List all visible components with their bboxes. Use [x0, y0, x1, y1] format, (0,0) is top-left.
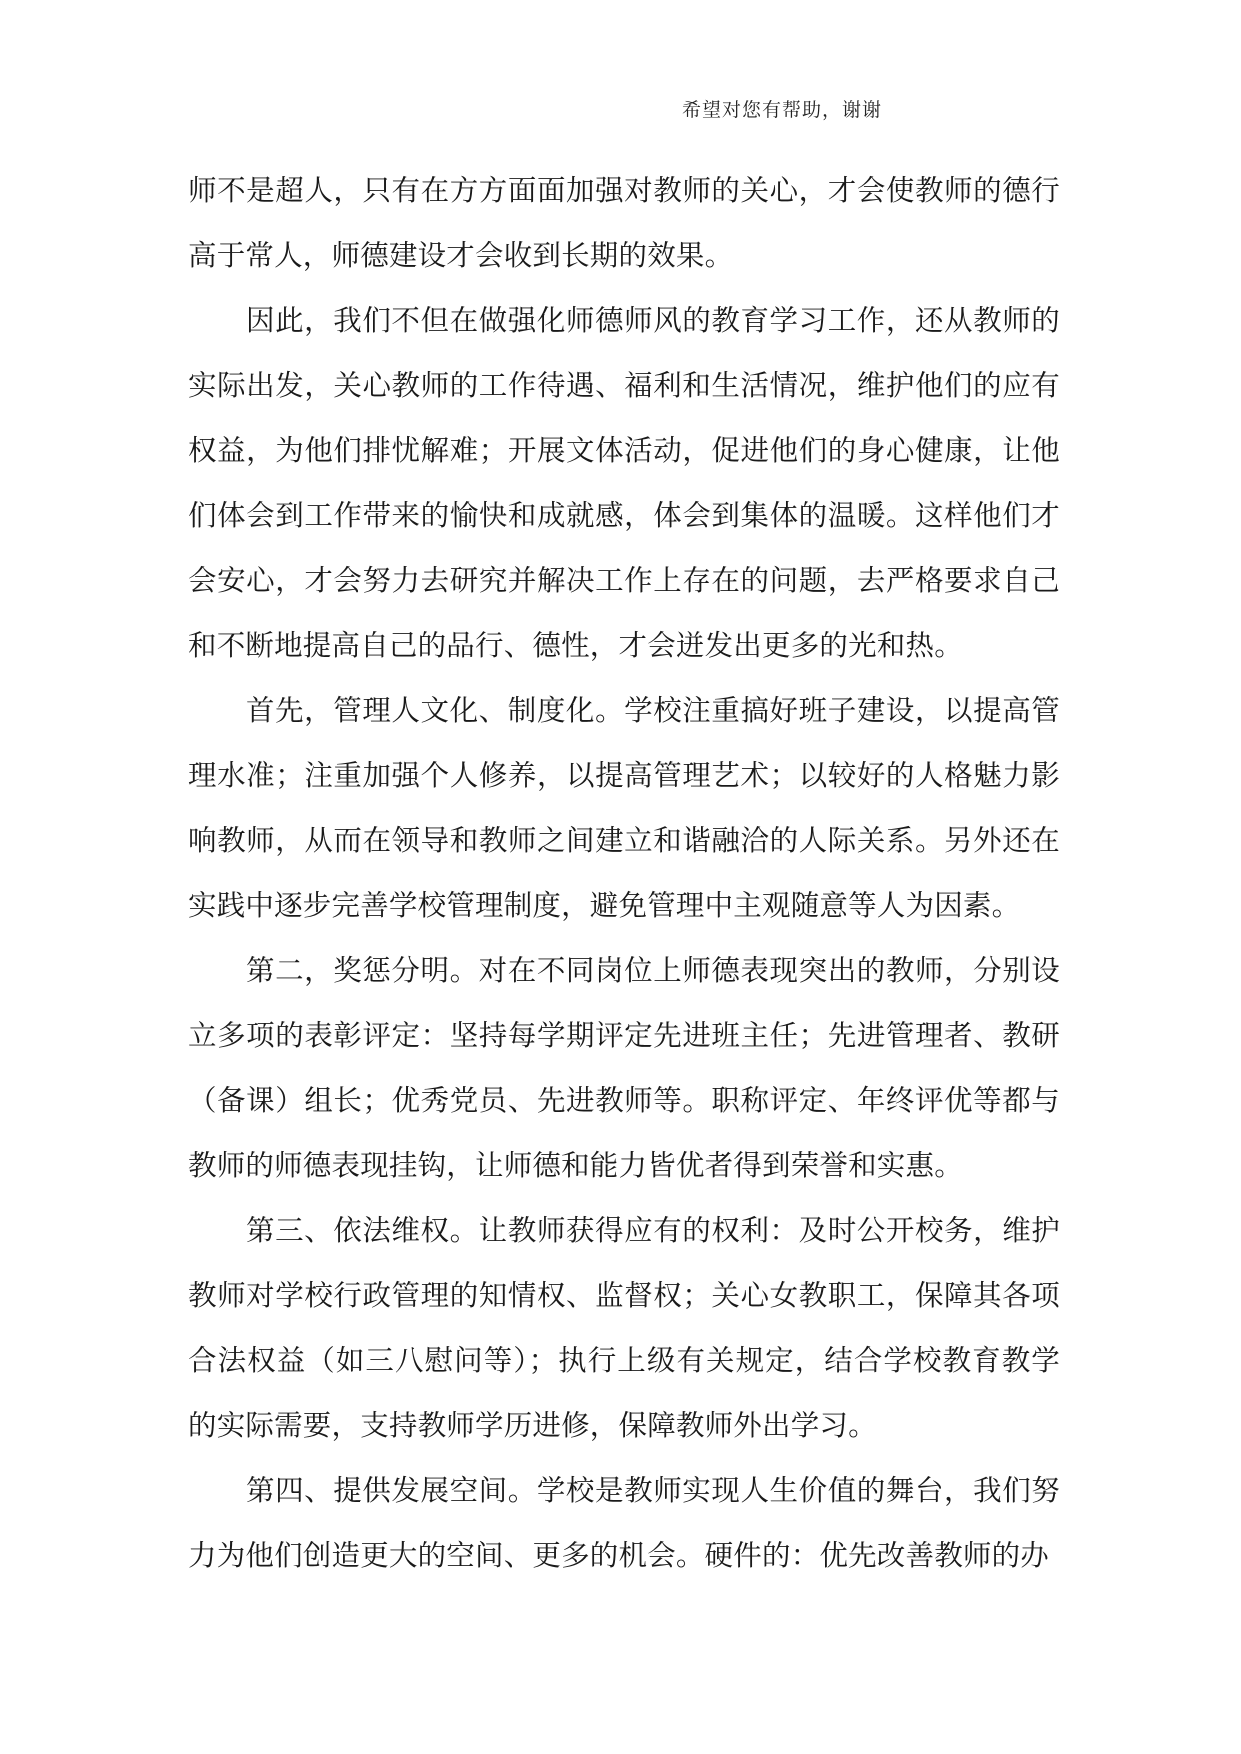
paragraph-2: 因此，我们不但在做强化师德师风的教育学习工作，还从教师的实际出发，关心教师的工作待遇、福利和生活情况，维护他们的应有权益，为他们排忧解难；开展文体活动，促进他们的身心健康，让他们体会到工作带来的愉快和成就感，体会到集体的温暖。这样他们才会安心，才会努力去研究并解决工作上存在的问题，去严格要求自己和不断地提高自己的品行、德性，才会迸发出更多的光和热。: [188, 304, 1060, 662]
paragraph-3: 首先，管理人文化、制度化。学校注重搞好班子建设，以提高管理水准；注重加强个人修养，以提高管理艺术；以较好的人格魅力影响教师，从而在领导和教师之间建立和谐融洽的人际关系。另外还在实践中逐步完善学校管理制度，避免管理中主观随意等人为因素。: [188, 694, 1060, 922]
paragraph-1: 师不是超人，只有在方方面面加强对教师的关心，才会使教师的德行高于常人，师德建设才会收到长期的效果。: [188, 174, 1060, 272]
page-header: 希望对您有帮助，谢谢: [682, 99, 883, 121]
paragraph-5: 第三、依法维权。让教师获得应有的权利：及时公开校务，维护教师对学校行政管理的知情权、监督权；关心女教职工，保障其各项合法权益（如三八慰问等）；执行上级有关规定，结合学校教育教学的实际需要，支持教师学历进修，保障教师外出学习。: [188, 1214, 1060, 1442]
document-body: [188, 158, 1060, 1588]
paragraph-6: 第四、提供发展空间。学校是教师实现人生价值的舞台，我们努力为他们创造更大的空间、更多的机会。硬件的：优先改善教师的办: [188, 1474, 1060, 1572]
paragraph-4: 第二，奖惩分明。对在不同岗位上师德表现突出的教师，分别设立多项的表彰评定：坚持每学期评定先进班主任；先进管理者、教研（备课）组长；优秀党员、先进教师等。职称评定、年终评优等都与教师的师德表现挂钩，让师德和能力皆优者得到荣誉和实惠。: [188, 954, 1060, 1182]
